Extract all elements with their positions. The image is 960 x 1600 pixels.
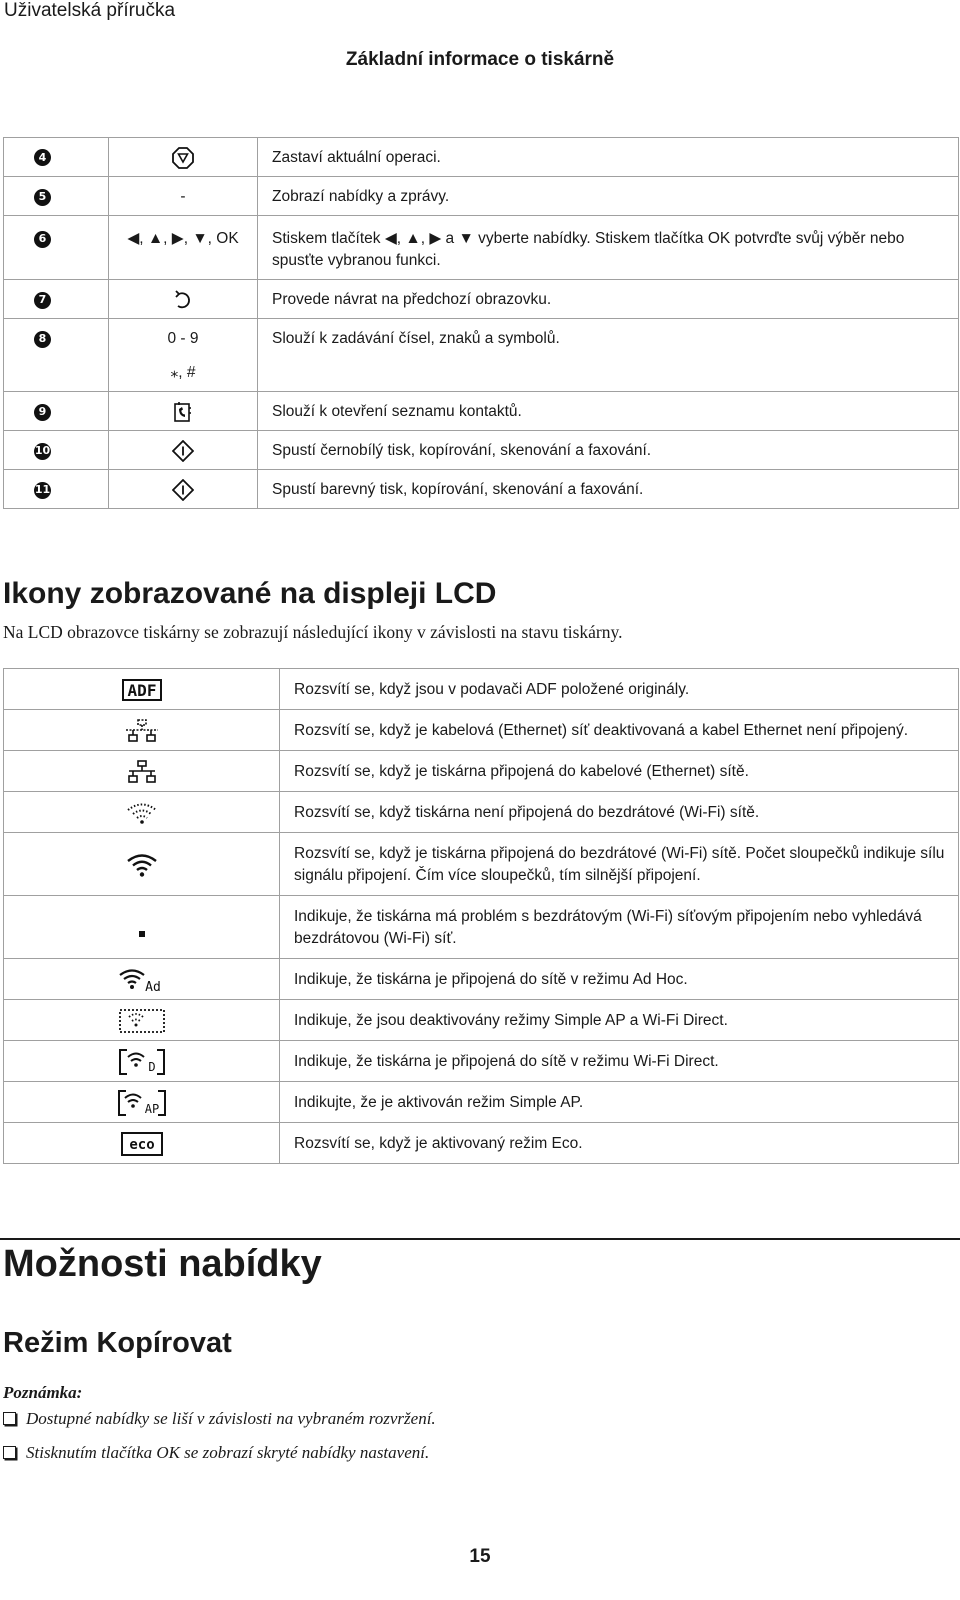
callout-number: 5 — [34, 189, 51, 206]
note-text: Dostupné nabídky se liší v závislosti na vybraném rozvržení. — [26, 1409, 436, 1428]
callout-number: 11 — [34, 482, 51, 499]
row-description: Rozsvítí se, když tiskárna není připojená do bezdrátové (Wi-Fi) sítě. — [280, 792, 959, 833]
copy-mode-heading: Režim Kopírovat — [3, 1327, 232, 1359]
table-row — [4, 319, 959, 392]
row-description: Zastaví aktuální operaci. — [258, 138, 959, 177]
table-row — [4, 470, 959, 509]
contacts-icon — [173, 401, 193, 423]
table-row — [4, 431, 959, 470]
menu-options-heading: Možnosti nabídky — [3, 1243, 322, 1285]
checkbox-bullet-icon — [3, 1412, 16, 1425]
simple-ap-disabled-icon — [119, 1009, 165, 1033]
row-description: Indikuje, že tiskárna je připojená do sítě v režimu Ad Hoc. — [280, 959, 959, 1000]
row-description: Provede návrat na předchozí obrazovku. — [258, 280, 959, 319]
adhoc-icon — [118, 967, 166, 993]
star-hash-symbol: ⁎, # — [170, 364, 196, 382]
note-item — [3, 1409, 436, 1429]
start-bw-icon — [172, 440, 194, 462]
adf-icon — [122, 679, 162, 701]
adf-icon-label: ADF — [127, 680, 156, 700]
callout-number: 6 — [34, 231, 51, 248]
row-description: Indikuje, že tiskárna je připojená do sítě v režimu Wi-Fi Direct. — [280, 1041, 959, 1082]
lcd-section-heading: Ikony zobrazované na displeji LCD — [3, 577, 497, 610]
document-title: Uživatelská příručka — [4, 0, 176, 21]
simple-ap-icon — [118, 1090, 166, 1116]
number-keys-symbol: 0 - 9 — [167, 330, 199, 348]
table-row — [4, 1000, 959, 1041]
page-number: 15 — [469, 1546, 491, 1567]
row-description: Indikuje, že tiskárna má problém s bezdrátovým (Wi-Fi) síťovým připojením nebo vyhledává bezdrátovou (Wi-Fi) síť. — [280, 896, 959, 959]
note-item — [3, 1443, 429, 1463]
table-row — [4, 1123, 959, 1164]
row-description: Rozsvítí se, když je aktivovaný režim Eco. — [280, 1123, 959, 1164]
section-divider — [0, 1238, 960, 1240]
callout-number: 9 — [34, 404, 51, 421]
table-row — [4, 710, 959, 751]
row-description: Stiskem tlačítek ◀, ▲, ▶ a ▼ vyberte nabídky. Stiskem tlačítka OK potvrďte svůj výběr nebo spusťte vybranou funkci. — [258, 216, 959, 280]
row-description: Indikujte, že je aktivován režim Simple AP. — [280, 1082, 959, 1123]
start-color-icon — [172, 479, 194, 501]
wifi-direct-icon-label: D — [147, 1060, 156, 1074]
row-description: Rozsvítí se, když je tiskárna připojená do kabelové (Ethernet) sítě. — [280, 751, 959, 792]
row-description: Slouží k otevření seznamu kontaktů. — [258, 392, 959, 431]
table-row — [4, 792, 959, 833]
callout-number: 4 — [34, 149, 51, 166]
chapter-title: Základní informace o tiskárně — [345, 49, 615, 70]
lcd-section-intro: Na LCD obrazovce tiskárny se zobrazují následující ikony v závislosti na stavu tiskárny. — [3, 622, 623, 642]
table-row — [4, 896, 959, 959]
wifi-disconnected-icon — [125, 801, 159, 825]
table-row — [4, 669, 959, 710]
table-row — [4, 959, 959, 1000]
row-description: Rozsvítí se, když jsou v podavači ADF položené originály. — [280, 669, 959, 710]
table-row — [4, 751, 959, 792]
row-description: Spustí černobílý tisk, kopírování, skenování a faxování. — [258, 431, 959, 470]
simple-ap-icon-label: AP — [144, 1102, 159, 1116]
row-description: Slouží k zadávání čísel, znaků a symbolů. — [258, 319, 959, 392]
wifi-problem-icon — [136, 928, 148, 940]
control-panel-table — [3, 137, 959, 509]
table-row — [4, 1082, 959, 1123]
lcd-icons-table — [3, 668, 959, 1164]
row-description: Zobrazí nabídky a zprávy. — [258, 177, 959, 216]
ethernet-disconnected-icon — [125, 719, 159, 743]
note-label: Poznámka: — [3, 1383, 83, 1402]
row-description: Rozsvítí se, když je kabelová (Ethernet) síť deaktivovaná a kabel Ethernet není připojený. — [280, 710, 959, 751]
stop-button-icon — [172, 147, 194, 169]
table-row — [4, 280, 959, 319]
eco-icon — [121, 1132, 163, 1156]
table-row — [4, 138, 959, 177]
row-description: Rozsvítí se, když je tiskárna připojená do bezdrátové (Wi-Fi) sítě. Počet sloupečků indikuje sílu signálu připojení. Čím více sloupečků, tím silnější připojení. — [280, 833, 959, 896]
callout-number: 10 — [34, 443, 51, 460]
table-row — [4, 833, 959, 896]
row-description: Spustí barevný tisk, kopírování, skenování a faxování. — [258, 470, 959, 509]
row-description: Indikuje, že jsou deaktivovány režimy Simple AP a Wi-Fi Direct. — [280, 1000, 959, 1041]
wifi-connected-icon — [125, 852, 159, 878]
table-row — [4, 177, 959, 216]
eco-icon-label: eco — [128, 1137, 155, 1153]
table-row — [4, 216, 959, 280]
wifi-direct-icon — [119, 1049, 165, 1075]
back-arrow-icon — [173, 290, 193, 310]
checkbox-bullet-icon — [3, 1446, 16, 1459]
note-text: Stisknutím tlačítka OK se zobrazí skryté nabídky nastavení. — [26, 1443, 430, 1462]
menu-button-symbol: - — [109, 177, 258, 216]
adhoc-icon-label: Ad — [144, 980, 161, 993]
arrow-buttons-symbol: ◀, ▲, ▶, ▼, OK — [109, 216, 258, 280]
callout-number: 8 — [34, 331, 51, 348]
ethernet-connected-icon — [125, 760, 159, 784]
callout-number: 7 — [34, 292, 51, 309]
table-row — [4, 392, 959, 431]
table-row — [4, 1041, 959, 1082]
